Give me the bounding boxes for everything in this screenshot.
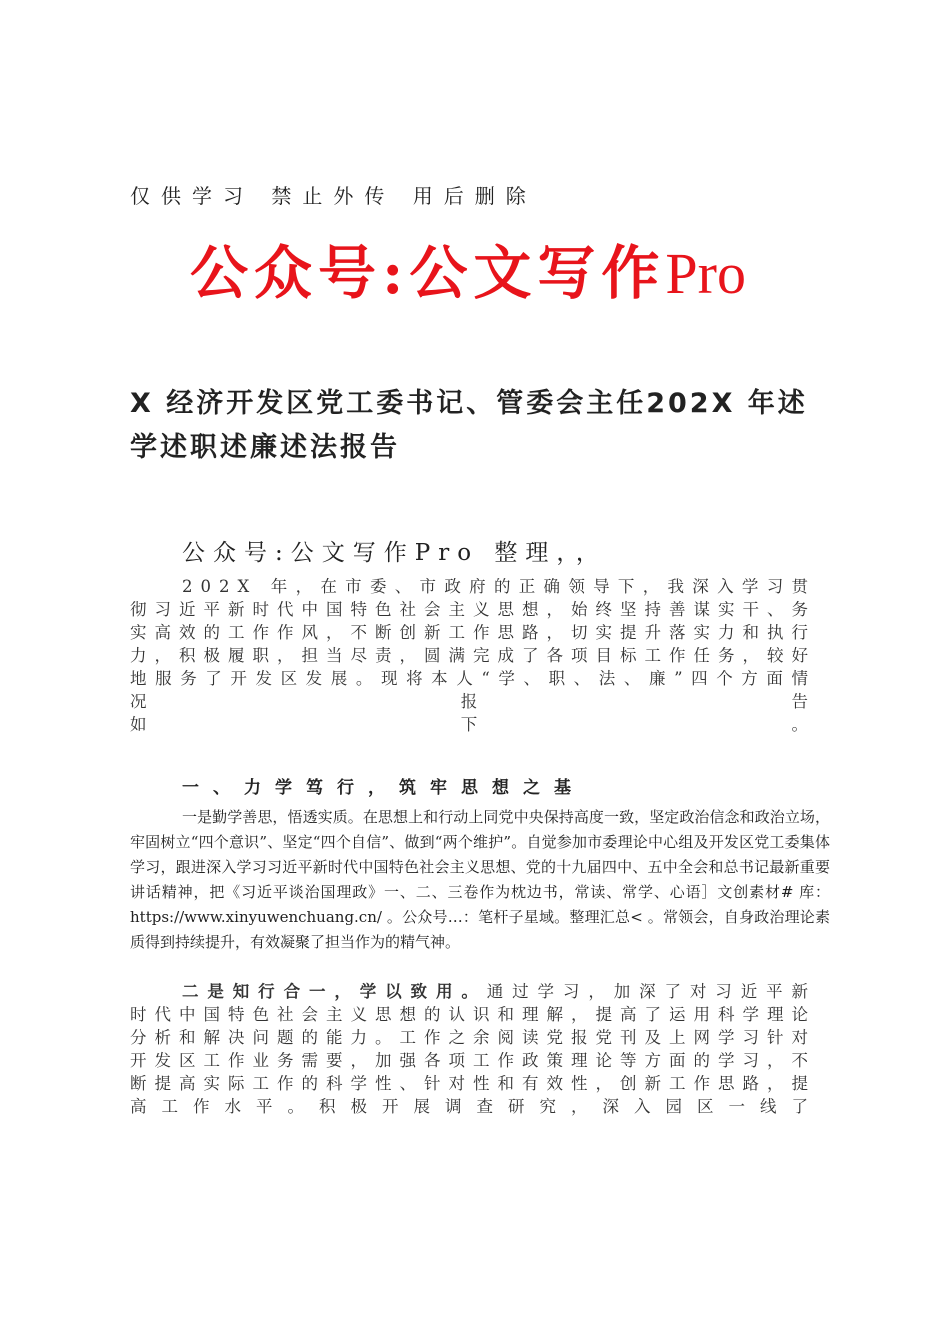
document-title: X 经济开发区党工委书记、管委会主任202X 年述学述职述廉述法报告: [130, 388, 808, 463]
intro-text-end: 如下。: [130, 715, 816, 734]
paragraph-practice: [130, 980, 816, 1118]
intro-text: 202X 年，在市委、市政府的正确领导下，我深入学习贯彻习近平新时代中国特色社会主义思想，始终坚持善谋实干、务实高效的工作作风，不断创新工作思路，切实提升落实力和执行力，积极履职，担当尽责，圆满完成了各项目标工作任务，较好地服务了开发区发展。现将本人“学、职、法、廉”四个方面情况报告: [130, 577, 816, 711]
paragraph-practice-lead: 二是知行合一，学以致用。: [182, 982, 487, 1001]
usage-notice: 仅供学习 禁止外传 用后删除: [130, 184, 537, 208]
intro-paragraph: [130, 575, 816, 736]
paragraph-study: 一是勤学善思，悟透实质。在思想上和行动上同党中央保持高度一致，坚定政治信念和政治立场，牢固树立“四个意识”、坚定“四个自信”、做到“两个维护”。自觉参加市委理论中心组及开发区党工委集体学习，跟进深入学习习近平新时代中国特色社会主义思想、党的十九届四中、五中全会和总书记最新重要讲话精神，把《习近平谈治国理政》一、二、三卷作为枕边书，常读、常学、心语］文创素材# 库：https://www.xinyuwenchuang.cn/ 。公众号…：笔杆子星域。整理汇总< 。常领会，自身政治理论素质得到持续提升，有效凝聚了担当作为的精气神。: [130, 808, 830, 951]
brand-watermark: [190, 226, 746, 310]
document-subtitle: 公众号:公文写作Pro 整理，，: [182, 540, 607, 566]
paragraph-practice-text: 通过学习，加深了对习近平新时代中国特色社会主义思想的认识和理解，提高了运用科学理论分析和解决问题的能力。工作之余阅读党报党刊及上网学习针对开发区工作业务需要，加强各项工作政策理论等方面的学习，不断提高实际工作的科学性、针对性和有效性，创新工作思路，提高工作水平。积极开展调查研究，深入园区一线了: [130, 982, 817, 1116]
brand-latin: Pro: [665, 241, 746, 306]
section-heading-1: 一、力学笃行，筑牢思想之基: [182, 778, 585, 798]
brand-cn: 公众号:公文写作: [190, 239, 666, 307]
